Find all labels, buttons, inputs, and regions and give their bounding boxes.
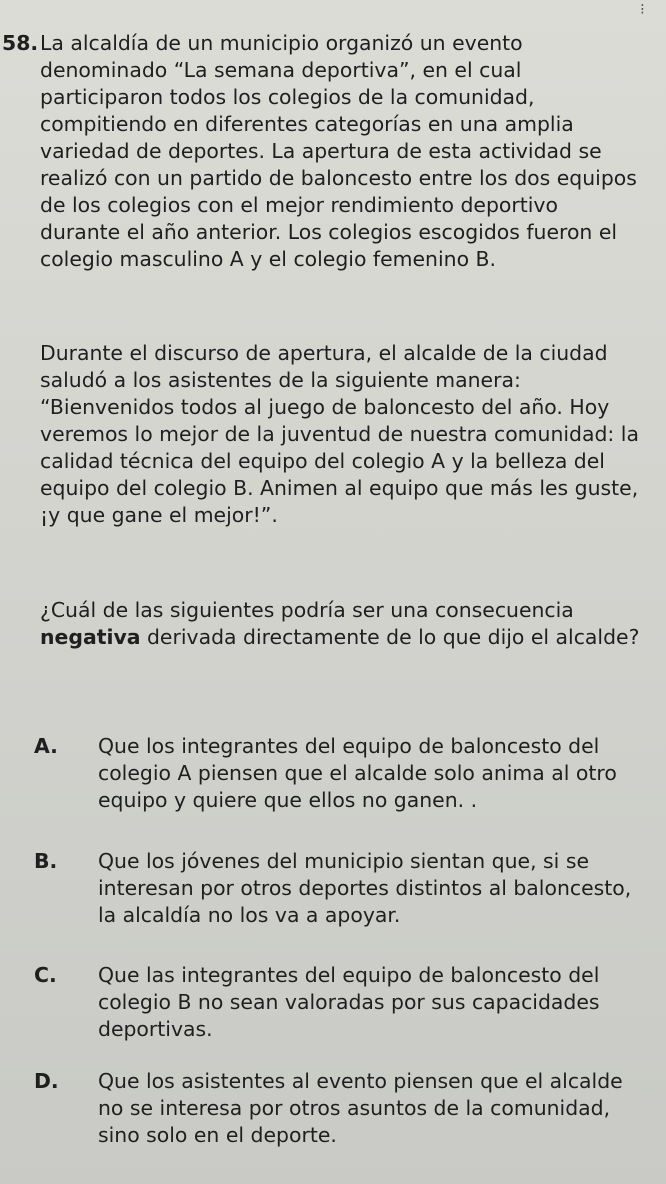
option-a-letter: A. (34, 734, 58, 758)
question-text-before: ¿Cuál de las siguientes podría ser una consecuencia (40, 598, 574, 622)
option-c-letter: C. (34, 963, 57, 987)
page-corner-mark: ⁝ (640, 0, 645, 18)
question-prompt (40, 597, 644, 651)
question-number: 58. (2, 31, 39, 55)
option-b-letter: B. (34, 849, 58, 873)
option-d-letter: D. (34, 1069, 59, 1093)
option-a[interactable] (34, 733, 644, 814)
option-d[interactable] (34, 1068, 644, 1149)
option-c[interactable] (34, 962, 644, 1043)
intro-paragraph-block (2, 30, 644, 273)
intro-paragraph: La alcaldía de un municipio organizó un evento denominado “La semana deportiva”, en el cual participaron todos los colegios de la comunidad, compitiendo en diferentes categorías en una amplia variedad de deportes. La apertura de esta actividad se realizó con un partido de baloncesto entre los dos equipos de los colegios con el mejor rendimiento deportivo durante el año anterior. Los colegios escogidos fueron el colegio masculino A y el colegio femenino B. (40, 31, 637, 271)
speech-paragraph: Durante el discurso de apertura, el alcalde de la ciudad saludó a los asistentes de la siguiente manera: “Bienvenidos todos al juego de baloncesto del año. Hoy veremos lo mejor de la juventud de nuestra comunidad: la calidad técnica del equipo del colegio A y la belleza del equipo del colegio B. Animen al equipo que más les guste, ¡y que gane el mejor!”. (40, 341, 639, 527)
option-b-text: Que los jóvenes del municipio sientan que, si se interesan por otros deportes distintos al baloncesto, la alcaldía no los va a apoyar. (98, 849, 632, 927)
option-b[interactable] (34, 848, 644, 929)
question-text-after: derivada directamente de lo que dijo el alcalde? (146, 625, 640, 649)
option-d-text: Que los asistentes al evento piensen que el alcalde no se interesa por otros asuntos de la comunidad, sino solo en el deporte. (98, 1069, 623, 1147)
option-c-text: Que las integrantes del equipo de baloncesto del colegio B no sean valoradas por sus capacidades deportivas. (98, 963, 600, 1041)
question-emphasis: negativa (40, 625, 141, 649)
option-a-text: Que los integrantes del equipo de baloncesto del colegio A piensen que el alcalde solo anima al otro equipo y quiere que ellos no ganen. . (98, 734, 617, 812)
